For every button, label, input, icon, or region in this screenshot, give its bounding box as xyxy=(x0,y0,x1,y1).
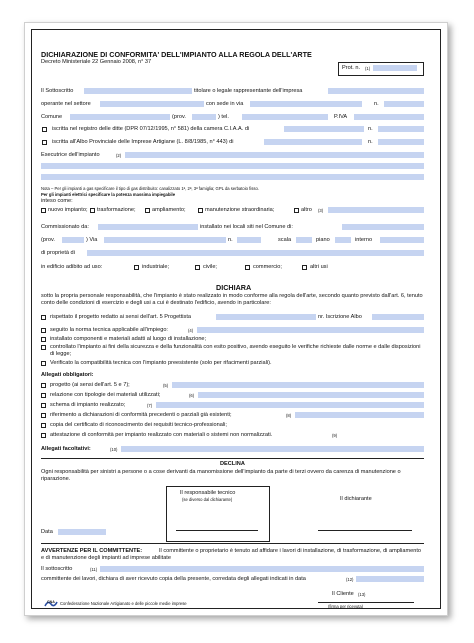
avvertenze-text: Il committente o proprietario è tenuto ad affidare i lavori di installazione, di trasformazione, di ampliamento e di manutenzione degli impianti ad imprese abilitate xyxy=(41,548,422,561)
type-altro-label: altro xyxy=(301,207,312,213)
dichiara-item-4: controllato l'impianto ai fini della sicurezza e della funzionalità con esito positivo, avendo eseguito le verifiche richieste dalle norme e dalle disposizioni di legge; xyxy=(50,344,421,357)
protocol-note: (1) xyxy=(365,66,371,71)
allegato-4-checkbox[interactable] xyxy=(41,413,46,418)
inteso-label: inteso come: xyxy=(41,198,73,204)
prov2-label: (prov. xyxy=(41,237,55,243)
type-altro-note: (3) xyxy=(318,208,324,213)
committente-label: committente dei lavori, dichiara di aver ricevuto copia della presente, corredata degli allegati indicati in data xyxy=(41,576,306,582)
interno-label: interno xyxy=(355,237,373,243)
comune-label: Comune xyxy=(41,114,63,120)
esecutrice-label: Esecutrice dell'impianto xyxy=(41,152,100,158)
progettista-field[interactable] xyxy=(216,314,316,320)
scala-field[interactable] xyxy=(296,237,312,243)
allegato-1: progetto (ai sensi dell'art. 5 e 7); xyxy=(50,382,130,388)
proprieta-label: di proprietà di xyxy=(41,250,75,256)
footer-org: Confederazione Nazionale Artigianato e delle piccole medie imprese xyxy=(60,601,187,606)
use-commercio-checkbox[interactable] xyxy=(245,265,250,270)
commissionato-label: Commissionato da: xyxy=(41,224,89,230)
responsabile-label: Il responsabile tecnico xyxy=(180,490,236,496)
albo-provincia-field[interactable] xyxy=(264,139,362,145)
allegato-2-checkbox[interactable] xyxy=(41,393,46,398)
albo-checkbox[interactable] xyxy=(42,140,47,145)
cna-logo xyxy=(44,596,58,606)
commissionato-field[interactable] xyxy=(98,224,198,230)
use-commercio-label: commercio; xyxy=(253,264,282,270)
responsabile-sublabel: (se diverso dal dichiarante) xyxy=(182,497,233,502)
allegato-3: schema di impianto realizzato; xyxy=(50,402,126,408)
iscrizione-albo-field[interactable] xyxy=(372,314,424,320)
document-title: DICHIARAZIONE DI CONFORMITA' DELL'IMPIANTO ALLA REGOLA DELL'ARTE xyxy=(41,50,312,59)
registro-numero-field[interactable] xyxy=(378,126,424,132)
proprieta-field[interactable] xyxy=(87,250,424,256)
allegati-facoltativi-field[interactable] xyxy=(121,446,424,452)
piano-label: piano xyxy=(316,237,330,243)
tel-label: ) tel. xyxy=(218,114,229,120)
dichiara-item-5-checkbox[interactable] xyxy=(41,361,46,366)
allegati-facoltativi-label: Allegati facoltativi: xyxy=(41,446,91,452)
declina-heading: DECLINA xyxy=(220,461,245,467)
esecutrice-note: (2) xyxy=(116,153,122,158)
cna-logo-text: CNA xyxy=(47,600,55,604)
allegato-1-checkbox[interactable] xyxy=(41,383,46,388)
type-manutenzione-label: manutenzione straordinaria; xyxy=(205,207,275,213)
allegato-2: relazione con tipologie dei materiali utilizzati; xyxy=(50,392,161,398)
page-frame xyxy=(31,29,441,609)
avvertenze-label: AVVERTENZE PER IL COMMITTENTE: xyxy=(41,548,143,554)
impresa-field[interactable] xyxy=(328,88,424,94)
allegato-2-note: (6) xyxy=(189,393,195,398)
separator-line-1 xyxy=(41,458,424,459)
dichiara-item-4-checkbox[interactable] xyxy=(41,345,46,350)
sottoscritto-label: Il Sottoscritto xyxy=(41,88,74,94)
descrizione-field-1[interactable] xyxy=(41,163,424,169)
esecutrice-field[interactable] xyxy=(125,152,424,158)
use-industriale-checkbox[interactable] xyxy=(134,265,139,270)
scala-label: scala xyxy=(278,237,292,243)
installato-comune-field[interactable] xyxy=(342,224,424,230)
type-nuovo-label: nuovo impianto; xyxy=(48,207,88,213)
dichiara-item-1-checkbox[interactable] xyxy=(41,315,46,320)
cliente-label: Il Cliente xyxy=(332,591,354,597)
type-trasformazione-checkbox[interactable] xyxy=(90,208,95,213)
dichiarante-label: Il dichiarante xyxy=(340,496,372,502)
type-trasformazione-label: trasformazione; xyxy=(97,207,136,213)
type-manutenzione-checkbox[interactable] xyxy=(198,208,203,213)
use-industriale-label: industriale; xyxy=(142,264,170,270)
iscrizione-albo-label: nr. Iscrizione Albo xyxy=(318,314,362,320)
albo-label: iscritta all'Albo Provinciale delle Imprese Artigiane (L. 8/8/1985, n° 443) di xyxy=(52,139,234,145)
tel-field[interactable] xyxy=(242,114,328,120)
numero-field[interactable] xyxy=(384,101,424,107)
allegato-6-note: (9) xyxy=(332,433,338,438)
data-label: Data xyxy=(41,529,53,535)
allegato-4: riferimento a dichiarazioni di conformità precedenti o parziali già esistenti; xyxy=(50,412,232,418)
use-civile-checkbox[interactable] xyxy=(195,265,200,270)
sede-label: con sede in via xyxy=(206,101,244,107)
prov-field[interactable] xyxy=(192,114,216,120)
allegato-4-field[interactable] xyxy=(295,412,424,418)
registro-camera-field[interactable] xyxy=(284,126,364,132)
cliente-signature-line[interactable] xyxy=(318,602,414,603)
titolare-label: titolare o legale rappresentante dell'impresa xyxy=(194,88,303,94)
electric-note: Per gli impianti elettrici specificare la potenza massima impiegabile xyxy=(41,192,176,197)
dichiara-item-2-note: (4) xyxy=(188,328,194,333)
via2-field[interactable] xyxy=(104,237,226,243)
norma-tecnica-field[interactable] xyxy=(197,327,424,333)
allegato-5: copia del certificato di riconoscimento dei requisiti tecnico-professionali; xyxy=(50,422,227,428)
separator-line-2 xyxy=(41,543,424,544)
via2-label: ) Via xyxy=(86,237,98,243)
firma-ricevuta: (firma per ricevuta) xyxy=(328,604,364,609)
protocol-field[interactable] xyxy=(373,65,417,71)
edificio-label: in edificio adibito ad uso: xyxy=(41,264,103,270)
type-altro-checkbox[interactable] xyxy=(294,208,299,213)
installato-label: installato nei locali siti nel Comune di: xyxy=(200,224,293,230)
protocol-label: Prot. n. xyxy=(342,65,361,71)
settore-field[interactable] xyxy=(100,101,204,107)
type-nuovo-checkbox[interactable] xyxy=(41,208,46,213)
type-ampliamento-label: ampliamento; xyxy=(152,207,186,213)
piva-field[interactable] xyxy=(354,114,424,120)
dichiara-item-2: seguito la norma tecnica applicabile all'impiego: xyxy=(50,327,168,333)
registro-checkbox[interactable] xyxy=(42,127,47,132)
allegato-1-note: (5) xyxy=(163,383,169,388)
type-altro-field[interactable] xyxy=(328,207,424,213)
cliente-nome-field[interactable] xyxy=(100,566,424,572)
dichiara-item-5: Verificato la compatibilità tecnica con l'impianto preesistente (solo per rifacimenti parziali). xyxy=(50,360,272,366)
sottoscritto-field[interactable] xyxy=(84,88,192,94)
dichiara-paragraph: sotto la propria personale responsabilità, che l'impianto è stato realizzato in modo conforme alla regola dell'arte, secondo quanto previsto dall'art. 6, tenuto conto delle condizioni di esercizio e degli usi a cui è destinato l'edificio, avendo in particolare: xyxy=(41,293,423,306)
allegato-3-note: (7) xyxy=(147,403,153,408)
declina-text: Ogni responsabilità per sinistri a persone o a cose derivanti da manomissione dell'impianto da parte di terzi ovvero da carenza di manutenzione o riparazione. xyxy=(41,469,401,482)
comune-field[interactable] xyxy=(70,114,170,120)
decree-reference: Decreto Ministeriale 22 Gennaio 2008, n° 37 xyxy=(41,59,152,65)
allegato-2-field[interactable] xyxy=(198,392,424,398)
allegato-4-note: (8) xyxy=(286,413,292,418)
albo-numero-field[interactable] xyxy=(378,139,424,145)
numero-label: n. xyxy=(374,101,379,107)
allegato-6: attestazione di conformità per impianto realizzato con materiali o sistemi non normalizzati. xyxy=(50,432,273,438)
cliente-sottoscritto-note: (11) xyxy=(90,567,98,572)
dichiara-item-3-checkbox[interactable] xyxy=(41,337,46,342)
n2-label: n. xyxy=(228,237,233,243)
dichiara-item-3: installato componenti e materiali adatti al luogo di installazione; xyxy=(50,336,207,342)
responsabile-signature-line[interactable] xyxy=(176,530,258,531)
registro-n-label: n. xyxy=(368,126,373,132)
committente-note: (12) xyxy=(346,577,354,582)
use-altri-checkbox[interactable] xyxy=(302,265,307,270)
descrizione-field-2[interactable] xyxy=(41,174,424,180)
interno-field[interactable] xyxy=(380,237,424,243)
dichiara-item-2-checkbox[interactable] xyxy=(41,328,46,333)
allegato-1-field[interactable] xyxy=(172,382,424,388)
registro-label: iscritta nel registro delle ditte (DPR 07/12/1995, n° 581) della camera C.I.A.A. di xyxy=(52,126,250,132)
n2-field[interactable] xyxy=(237,237,261,243)
data-field[interactable] xyxy=(58,529,106,535)
gas-note: Nota – Per gli impianti a gas specificare il tipo di gas distribuito: canalizzato 1ª, 2ª, 3ª famiglia; GPL da serbatoio fisso. xyxy=(41,186,259,191)
type-ampliamento-checkbox[interactable] xyxy=(145,208,150,213)
allegato-5-checkbox[interactable] xyxy=(41,423,46,428)
committente-data-field[interactable] xyxy=(356,576,424,582)
operante-label: operante nel settore xyxy=(41,101,91,107)
piano-field[interactable] xyxy=(335,237,351,243)
via-field[interactable] xyxy=(250,101,362,107)
allegato-3-field[interactable] xyxy=(156,402,424,408)
albo-n-label: n. xyxy=(368,139,373,145)
piva-label: P.IVA xyxy=(334,114,348,120)
prov2-field[interactable] xyxy=(62,237,84,243)
cliente-note: (13) xyxy=(358,592,366,597)
allegato-3-checkbox[interactable] xyxy=(41,403,46,408)
allegati-heading: Allegati obbligatori: xyxy=(41,372,94,378)
allegati-facoltativi-note: (10) xyxy=(110,447,118,452)
dichiara-heading: DICHIARA xyxy=(216,283,252,292)
use-altri-label: altri usi xyxy=(310,264,328,270)
prov-label: (prov. xyxy=(172,114,186,120)
dichiarante-signature-line[interactable] xyxy=(318,530,412,531)
cliente-sottoscritto-label: Il sottoscritto xyxy=(41,566,73,572)
use-civile-label: civile; xyxy=(203,264,217,270)
document-page xyxy=(24,22,448,616)
allegato-6-checkbox[interactable] xyxy=(41,433,46,438)
dichiara-item-1: rispettato il progetto redatto ai sensi dell'art. 5 Progettista xyxy=(50,314,191,320)
